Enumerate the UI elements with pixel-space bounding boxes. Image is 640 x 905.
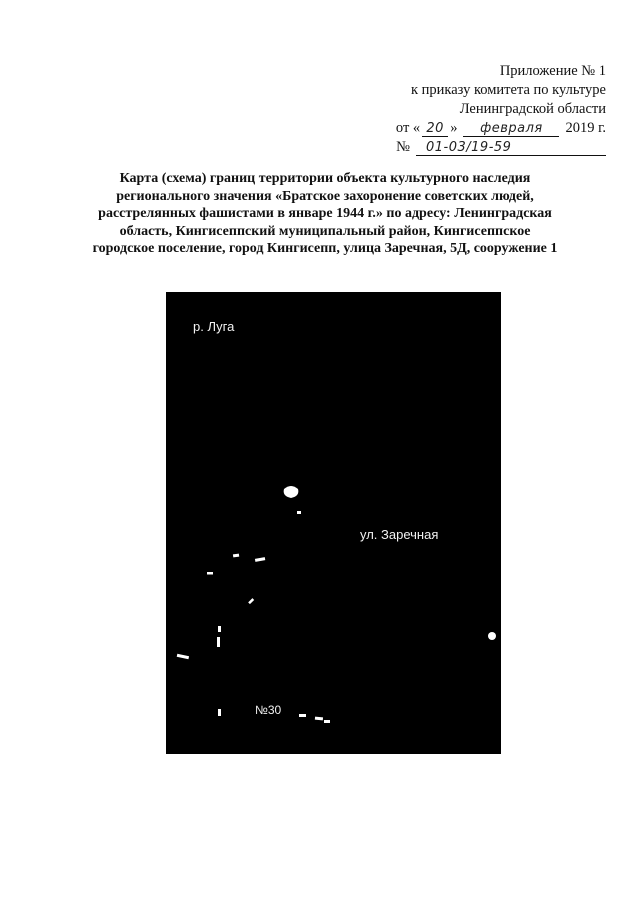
appendix-order-line: к приказу комитета по культуре	[410, 82, 606, 98]
street-label: ул. Заречная	[360, 527, 439, 542]
boundary-point	[488, 632, 496, 640]
boundary-point	[297, 511, 301, 514]
boundary-point	[233, 554, 239, 558]
date-prefix: от «	[395, 120, 421, 136]
map-scheme	[166, 292, 501, 754]
boundary-point	[217, 637, 220, 647]
boundary-point	[315, 717, 323, 721]
date-year: 2019 г.	[565, 120, 606, 136]
date-mid: »	[450, 120, 458, 136]
boundary-point	[324, 720, 330, 723]
boundary-point	[255, 557, 265, 562]
map-boundary-markers	[177, 486, 496, 723]
date-month: февраля	[463, 121, 559, 137]
boundary-point	[207, 572, 213, 575]
appendix-title: Приложение № 1	[499, 63, 606, 79]
map-graphic	[166, 292, 501, 754]
appendix-number-line	[346, 138, 606, 157]
boundary-point	[299, 714, 306, 717]
document-title: Карта (схема) границ территории объекта культурного наследия регионального значения «Братское захоронение советских людей, расстрелянных фашистами в январе 1944 г.» по адресу: Ленинградская область, Кингисеппский муниципальный район, Кингисеппское городское поселение, город Кингисепп, улица Заречная, 5Д, сооружение 1	[92, 171, 558, 256]
boundary-point	[218, 626, 221, 632]
appendix-date-line	[346, 119, 606, 138]
building-number-label: №30	[255, 703, 282, 717]
boundary-point	[218, 709, 221, 716]
number-label: №	[396, 139, 410, 155]
appendix-block	[346, 62, 606, 157]
boundary-point	[177, 654, 189, 659]
river-label: р. Луга	[193, 319, 235, 334]
date-day: 20	[422, 121, 448, 137]
memorial-marker	[284, 486, 299, 498]
boundary-point	[248, 598, 254, 604]
number-value: 01-03/19-59	[416, 140, 606, 156]
appendix-region-line: Ленинградской области	[459, 101, 606, 117]
